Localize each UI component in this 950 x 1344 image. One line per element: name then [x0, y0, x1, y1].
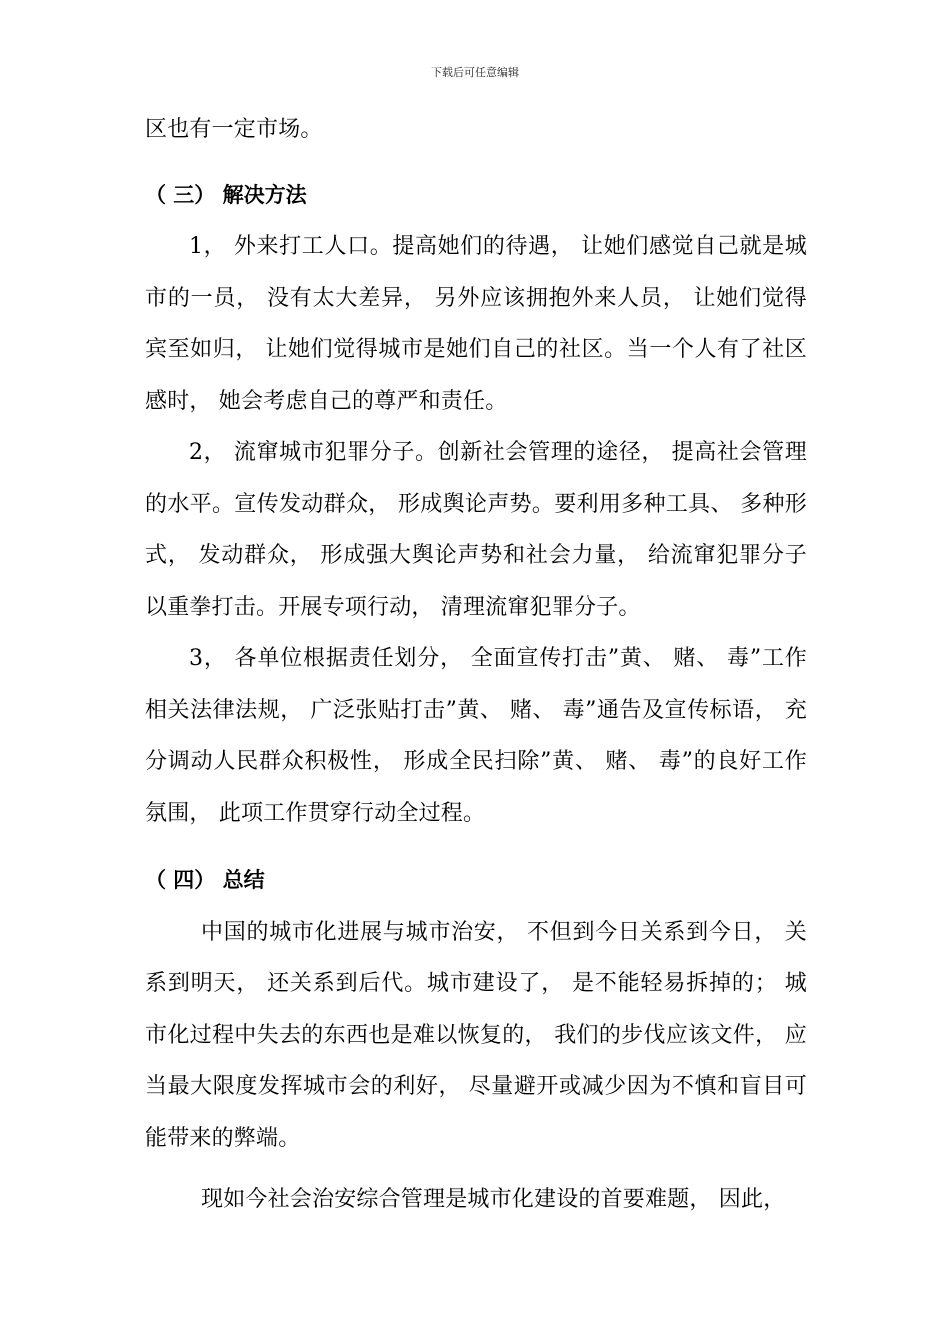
spacer	[145, 1164, 807, 1174]
section-heading-summary: （ 四） 总结	[145, 868, 265, 892]
spacer	[145, 839, 807, 855]
solution-item-1: 1， 外来打工人口。提高她们的待遇， 让她们感觉自己就是城市的一员， 没有太大差异， 另外应该拥抱外来人员， 让她们觉得宾至如归， 让她们觉得城市是她们自己的社区。当一个人有了社区感时， 她会考虑自己的尊严和责任。	[145, 234, 807, 414]
page-header: 下载后可任意编辑	[431, 66, 519, 79]
summary-paragraph-2: 现如今社会治安综合管理是城市化建设的首要难题， 因此，	[201, 1187, 786, 1212]
intro-line: 区也有一定市场。	[145, 117, 323, 142]
solution-item-3: 3， 各单位根据责任划分， 全面宣传打击”黄、 赌、 毒”工作相关法律法规， 广泛张贴打击”黄、 赌、 毒”通告及宣传标语， 充分调动人民群众积极性， 形成全民扫除”黄、 赌、 毒”的良好工作氛围， 此项工作贯穿行动全过程。	[145, 646, 807, 826]
summary-paragraph-1: 中国的城市化进展与城市治安， 不但到今日关系到今日， 关系到明天， 还关系到后代。城市建设了， 是不能轻易拆掉的； 城市化过程中失去的东西也是难以恢复的， 我们的步伐应该文件， 应当最大限度发挥城市会的利好， 尽量避开或减少因为不慎和盲目可能带来的弊端。	[145, 919, 807, 1151]
document-body	[145, 104, 807, 1226]
section-heading-solutions: （ 三） 解决方法	[145, 182, 307, 207]
spacer	[145, 156, 807, 170]
solution-item-2: 2， 流窜城市犯罪分子。创新社会管理的途径， 提高社会管理的水平。宣传发动群众， 形成舆论声势。要利用多种工具、 多种形式， 发动群众， 形成强大舆论声势和社会力量， 给流窜犯罪分子以重拳打击。开展专项行动， 清理流窜犯罪分子。	[145, 440, 807, 620]
